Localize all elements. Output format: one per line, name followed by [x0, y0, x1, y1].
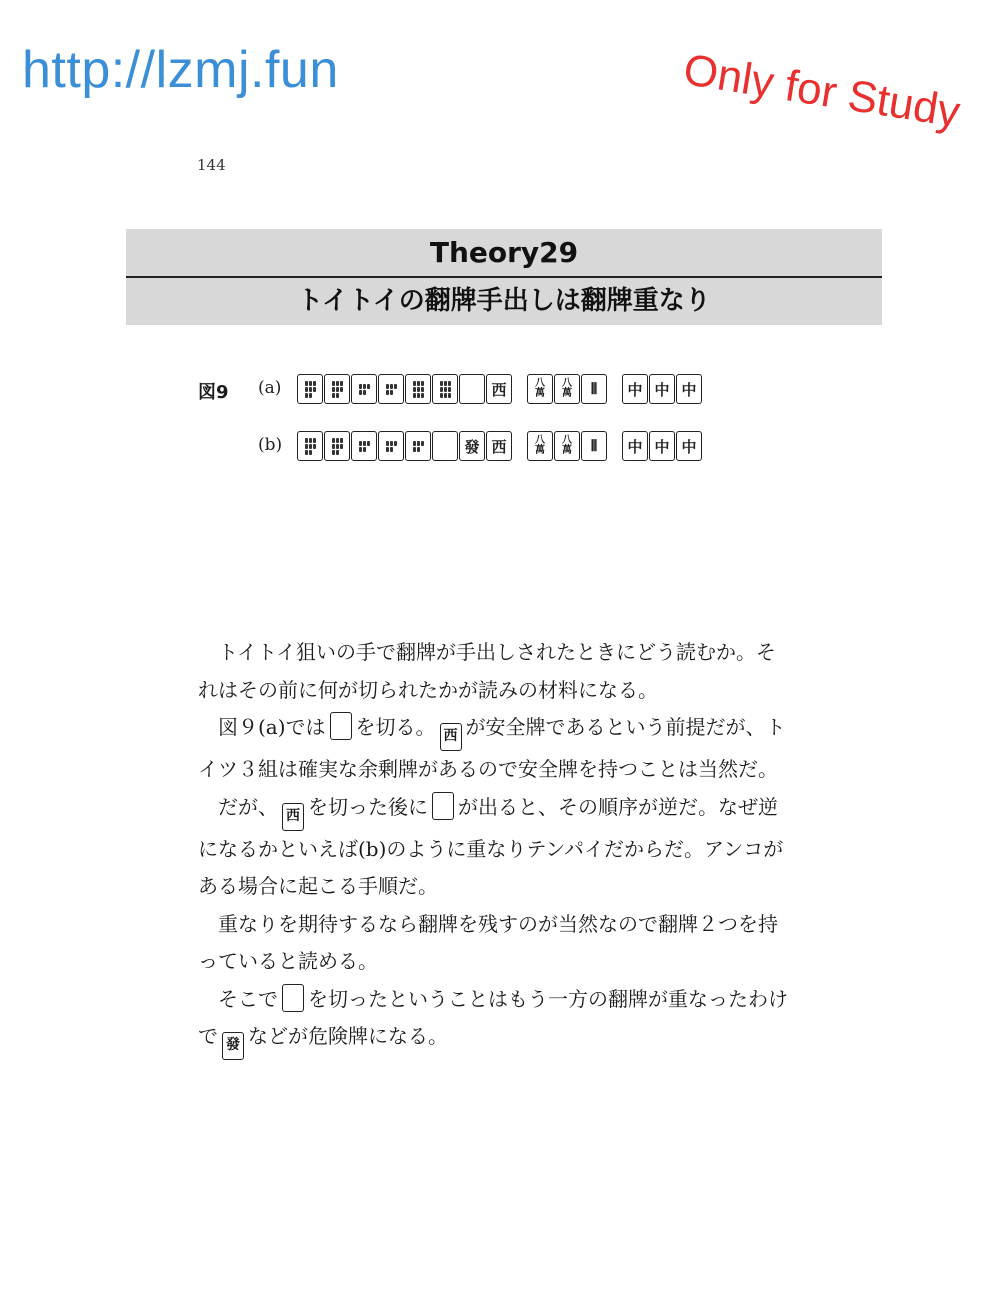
- p3-text-b: を切った後に: [308, 794, 428, 819]
- p5-text-a: そこで: [218, 986, 278, 1011]
- body-text: [198, 634, 788, 1060]
- bamboo-5-tile-icon: [351, 431, 377, 461]
- bamboo-8-tile-icon: [297, 374, 323, 404]
- eight-man-tile-icon: 八 萬: [554, 431, 580, 461]
- chun-tile-icon: 中: [622, 374, 648, 404]
- paragraph-2: [198, 709, 788, 789]
- bamboo-5-tile-icon: [378, 374, 404, 404]
- chun-tile-icon: 中: [676, 374, 702, 404]
- theory-subtitle: トイトイの翻牌手出しは翻牌重なり: [297, 286, 711, 316]
- figure-row-b-tiles: [297, 431, 703, 463]
- west-tile-icon: 西: [486, 374, 512, 404]
- p3-text-a: だが、: [218, 794, 278, 819]
- haku-tile-icon: [432, 431, 458, 461]
- haku-tile-icon: [432, 792, 454, 820]
- paragraph-3: [198, 789, 788, 906]
- theory-header: [126, 229, 882, 325]
- p2-text-c: が安全牌であるという前提だが、トイツ３組は確実な余剰牌があるので安全牌を持つことは当然だ。: [198, 715, 786, 781]
- bamboo-5-tile-icon: [405, 431, 431, 461]
- nine-pin-tile-icon: ⦀: [581, 374, 607, 404]
- haku-tile-icon: [459, 374, 485, 404]
- bamboo-5-tile-icon: [378, 431, 404, 461]
- paragraph-5: [198, 981, 788, 1061]
- bamboo-9-tile-icon: [405, 374, 431, 404]
- figure-row-a-label: (a): [258, 378, 282, 398]
- eight-man-tile-icon: 八 萬: [527, 374, 553, 404]
- chun-tile-icon: 中: [622, 431, 648, 461]
- chun-tile-icon: 中: [649, 431, 675, 461]
- bamboo-8-tile-icon: [324, 431, 350, 461]
- eight-man-tile-icon: 八 萬: [527, 431, 553, 461]
- eight-man-tile-icon: 八 萬: [554, 374, 580, 404]
- chun-tile-icon: 中: [676, 431, 702, 461]
- west-tile-icon: 西: [282, 803, 304, 831]
- haku-tile-icon: [282, 984, 304, 1012]
- bamboo-8-tile-icon: [324, 374, 350, 404]
- haku-tile-icon: [330, 712, 352, 740]
- west-tile-icon: 西: [440, 723, 462, 751]
- page-number: 144: [197, 156, 226, 174]
- paragraph-4: 重なりを期待するなら翻牌を残すのが当然なので翻牌２つを持っていると読める。: [198, 911, 778, 973]
- hatsu-tile-icon: 發: [459, 431, 485, 461]
- paragraph-1: トイトイ狙いの手で翻牌が手出しされたときにどう読むか。それはその前に何が切られたかが読みの材料になる。: [198, 640, 776, 702]
- figure-label: 図9: [198, 382, 229, 403]
- p3-text-c: が出ると、その順序が逆だ。なぜ逆になるかといえば(b)のように重なりテンパイだからだ。アンコがある場合に起こる手順だ。: [198, 794, 784, 898]
- figure-row-b-label: (b): [258, 435, 283, 455]
- p5-text-b: を切ったということはもう一方の翻牌が重なったわけで: [198, 986, 788, 1048]
- theory-title: Theory29: [429, 236, 579, 269]
- figure-row-a-tiles: [297, 374, 703, 406]
- chun-tile-icon: 中: [649, 374, 675, 404]
- bamboo-5-tile-icon: [351, 374, 377, 404]
- p5-text-c: などが危険牌になる。: [248, 1024, 448, 1048]
- west-tile-icon: 西: [486, 431, 512, 461]
- watermark-study-notice: Only for Study: [680, 45, 964, 138]
- bamboo-9-tile-icon: [432, 374, 458, 404]
- watermark-url: http://lzmj.fun: [22, 41, 339, 99]
- hatsu-tile-icon: 發: [222, 1032, 244, 1060]
- p2-text-a: 図９(a)では: [218, 715, 326, 739]
- p2-text-b: を切る。: [355, 715, 436, 739]
- nine-pin-tile-icon: ⦀: [581, 431, 607, 461]
- bamboo-8-tile-icon: [297, 431, 323, 461]
